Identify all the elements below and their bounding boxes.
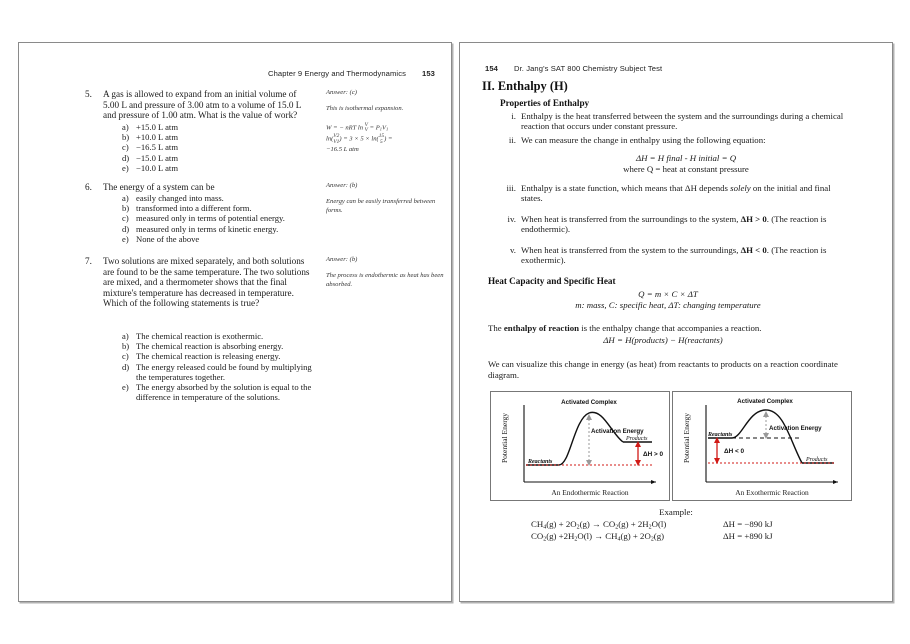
property-text-pre: Enthalpy is a state function, which means that ΔH depends [521, 183, 731, 193]
choice-text: None of the above [136, 233, 200, 244]
fraction [365, 123, 368, 134]
choice-item[interactable] [122, 362, 322, 382]
property-item-iii [521, 183, 851, 204]
choice-text: easily changed into mass. [136, 193, 224, 203]
property-text-pre: When heat is transferred from the surroundings to the system, [521, 214, 741, 224]
enthalpy-equation: ΔH = H final - H initial = Q [635, 153, 737, 163]
choice-label: d) [122, 152, 130, 163]
question-5-stem: A gas is allowed to expand from an initial volume of 5.00 L and pressure of 3.00 atm to a volume of 15.0 L and pressure of 1.00 atm. What is the value of work? [103, 89, 302, 121]
choice-label: b) [122, 132, 130, 143]
choice-text: The chemical reaction is absorbing energy. [136, 341, 284, 352]
y-axis-label: Potential Energy [682, 412, 691, 463]
answer-heading: Answer: (c) [326, 89, 357, 96]
choice-item[interactable] [122, 193, 322, 203]
activation-energy-label: Activation Energy [769, 425, 822, 432]
fraction-denominator: V [364, 127, 368, 134]
property-text-post: . (The reaction is endothermic). [521, 214, 827, 235]
choice-label: a) [122, 122, 129, 132]
choice-text: measured only in terms of potential energy. [136, 213, 285, 224]
math-frag: = P [369, 124, 380, 132]
choice-text: −15.0 L atm [136, 152, 178, 163]
property-item-v [521, 245, 866, 266]
question-5-answer [326, 89, 446, 155]
question-5-choices [122, 122, 322, 173]
enthalpy-reaction-bold: enthalpy of reaction [503, 323, 579, 333]
question-7-choices [122, 331, 322, 402]
diagram-caption: An Endothermic Reaction [551, 488, 629, 497]
example-equation-1: $CH_4(g) + 2O_2(g) \to CO_2(g) + 2H_2O(l)$ [531, 519, 667, 531]
choice-item[interactable] [122, 122, 322, 132]
choice-label: b) [122, 341, 130, 352]
enthalpy-reaction-post: is the enthalpy change that accompanies a reaction. [579, 323, 762, 333]
question-6-choices [122, 193, 322, 244]
running-head-right [485, 64, 662, 73]
choice-item[interactable] [122, 203, 322, 213]
math-sub: 1 [386, 126, 389, 132]
example-delta-1: ΔH = −890 kJ [723, 519, 773, 529]
visualize-text: We can visualize this change in energy (as heat) from reactants to products on a reaction coordinate diagram. [488, 359, 838, 380]
activated-complex-label: Activated Complex [561, 399, 617, 406]
choice-text: The chemical reaction is exothermic. [136, 331, 264, 341]
enthalpy-reaction-equation: ΔH = H(products) − H(reactants) [603, 335, 723, 345]
question-7-stem: Two solutions are mixed separately, and both solutions are found to be the same temperature. The two solutions are mixed, and a thermometer shows that the final mixture's temperature has decreased in temperature. Which of the following statements is true? [103, 256, 310, 309]
fraction-numerator: V [364, 121, 368, 128]
choice-item[interactable] [122, 142, 322, 152]
choice-label: c) [122, 351, 129, 362]
property-text-emphasis: solely [730, 183, 751, 193]
choice-text: +15.0 L atm [136, 122, 178, 132]
choice-text: transformed into a different form. [136, 203, 252, 214]
question-7-answer [326, 256, 446, 298]
answer-note: Energy can be easily transferred between forms. [326, 198, 436, 214]
question-5-number: 5. [85, 89, 92, 99]
choice-label: a) [122, 193, 129, 203]
question-6-stem: The energy of a system can be [103, 182, 215, 192]
page-number-right: 154 [485, 64, 498, 73]
example-delta-2: ΔH = +890 kJ [723, 531, 773, 541]
y-axis-label: Potential Energy [500, 412, 509, 463]
diagram-frame [673, 392, 852, 501]
page-left [18, 42, 452, 602]
property-item-i: Enthalpy is the heat transferred between the system and the surroundings during a chemical reaction that occurs under constant pressure. [521, 111, 844, 132]
choice-text: The chemical reaction is releasing energy. [136, 351, 281, 362]
property-text-bold: ΔH > 0 [740, 214, 767, 224]
choice-label: b) [122, 203, 130, 214]
choice-item[interactable] [122, 213, 322, 223]
math-frag: ) = 3 × 5 × ln( [339, 135, 379, 143]
choice-label: c) [122, 142, 129, 153]
math-sub: 1 [379, 126, 382, 132]
property-text-post: on the initial and final states. [521, 183, 831, 204]
enthalpy-equation-note: where Q = heat at constant pressure [623, 164, 749, 174]
reaction-coordinate-diagram-endothermic [490, 391, 670, 501]
running-head-book-title: Dr. Jang's SAT 800 Chemistry Subject Test [513, 64, 663, 73]
choice-text: −16.5 L atm [136, 142, 178, 153]
property-text-pre: When heat is transferred from the system to the surroundings, [521, 245, 741, 255]
fraction-numerator: 15 [378, 133, 385, 140]
properties-heading: Properties of Enthalpy [500, 98, 590, 108]
math-frag: ln( [326, 135, 334, 143]
diagram-caption: An Exothermic Reaction [735, 488, 809, 497]
choice-item[interactable] [122, 341, 322, 351]
choice-label: a) [122, 331, 129, 341]
example-equation-2: $CO_2(g) +2H_2O(l) \to CH_4(g) + 2O_2(g)$ [531, 531, 665, 543]
math-frag: W = − nRT ln [326, 124, 363, 132]
fraction-denominator: 5 [380, 138, 383, 145]
answer-note: This is isothermal expansion. [326, 105, 404, 113]
question-6-number: 6. [85, 182, 92, 192]
answer-heading: Answer: (b) [326, 182, 358, 189]
fraction-denominator: V1 [333, 138, 340, 145]
choice-item[interactable] [122, 382, 322, 402]
choice-text: +10.0 L atm [136, 132, 178, 143]
choice-label: c) [122, 213, 129, 224]
reactants-label: Reactants [708, 432, 733, 438]
page-number-left: 153 [422, 69, 435, 78]
heat-capacity-legend: m: mass, C: specific heat, ΔT: changing temperature [575, 300, 761, 310]
heat-capacity-heading: Heat Capacity and Specific Heat [488, 276, 616, 286]
list-marker-ii: ii. [508, 135, 516, 145]
running-head-left [268, 69, 435, 78]
list-marker-iv: iv. [507, 214, 516, 224]
diagram-frame [491, 392, 670, 501]
property-text-bold: ΔH < 0 [740, 245, 767, 255]
choice-item[interactable] [122, 351, 322, 361]
property-item-ii: We can measure the change in enthalpy using the following equation: [521, 135, 766, 145]
choice-item[interactable] [122, 331, 322, 341]
math-frag: V [382, 124, 387, 132]
enthalpy-of-reaction-text [488, 323, 858, 334]
activated-complex-label: Activated Complex [737, 398, 793, 405]
choice-text: −10.0 L atm [136, 162, 178, 173]
choice-text: The energy released could be found by multiplying the temperatures together. [136, 361, 312, 382]
enthalpy-reaction-pre: The [488, 323, 504, 333]
products-label: Products [806, 457, 828, 463]
question-7-number: 7. [85, 256, 92, 266]
exothermic-diagram-svg [672, 391, 852, 501]
answer-math-line-1 [326, 123, 446, 134]
reaction-coordinate-diagram-exothermic [672, 391, 852, 501]
answer-math-line-3: −16.5 L atm [326, 146, 359, 154]
answer-math [326, 123, 446, 155]
delta-h-label: ΔH < 0 [724, 448, 745, 455]
math-frag: ) = [384, 135, 393, 143]
answer-heading: Answer: (b) [326, 256, 358, 263]
choice-text: The energy absorbed by the solution is equal to the difference in temperature of the solutions. [136, 382, 312, 403]
choice-item[interactable] [122, 153, 322, 163]
answer-math-line-2 [326, 134, 446, 145]
property-text-post: . (The reaction is exothermic). [521, 245, 827, 266]
choice-item[interactable] [122, 234, 322, 244]
list-marker-iii: iii. [506, 183, 516, 193]
delta-h-label: ΔH > 0 [643, 451, 664, 458]
choice-label: d) [122, 223, 130, 234]
choice-label: e) [122, 382, 129, 393]
running-head-chapter: Chapter 9 Energy and Thermodynamics [268, 69, 407, 78]
choice-item[interactable] [122, 224, 322, 234]
answer-note: The process is endothermic as heat has been absorbed. [326, 272, 444, 288]
section-title: II. Enthalpy (H) [482, 79, 568, 93]
choice-label: d) [122, 361, 130, 372]
choice-item[interactable] [122, 132, 322, 142]
list-marker-i: i. [511, 111, 516, 121]
page-right [459, 42, 893, 602]
choice-label: e) [122, 233, 129, 244]
list-marker-v: v. [509, 245, 516, 255]
products-label: Products [626, 436, 648, 442]
example-title: Example: [659, 507, 693, 517]
reactants-label: Reactants [528, 459, 553, 465]
choice-item[interactable] [122, 163, 322, 173]
heat-capacity-equation: Q = m × C × ΔT [638, 289, 698, 299]
choice-text: measured only in terms of kinetic energy. [136, 223, 279, 234]
property-item-iv [521, 214, 866, 235]
endothermic-diagram-svg [490, 391, 670, 501]
question-6-answer [326, 182, 446, 224]
choice-label: e) [122, 162, 129, 173]
fraction-numerator: V2 [333, 133, 340, 140]
activation-energy-label: Activation Energy [591, 428, 644, 435]
